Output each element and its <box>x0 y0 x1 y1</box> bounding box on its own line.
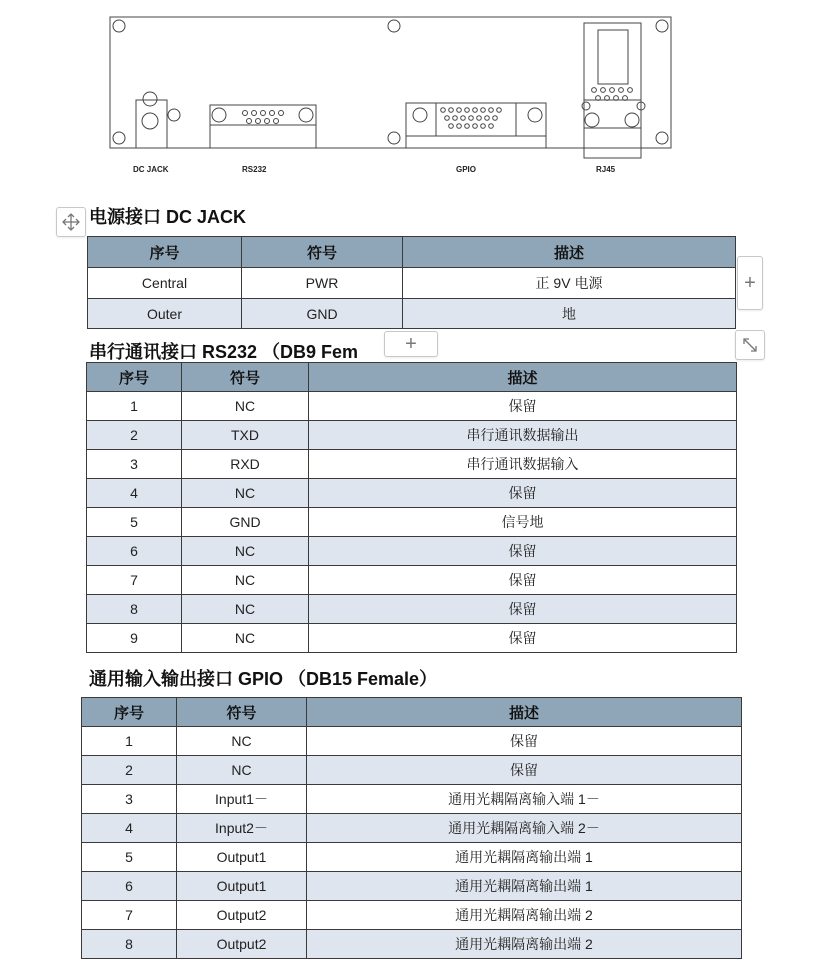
header-index: 序号 <box>87 363 182 392</box>
move-arrows-icon[interactable] <box>56 207 86 237</box>
mounting-hole <box>388 20 400 32</box>
cell-index: 2 <box>82 756 177 785</box>
cell-description: 通用光耦隔离输出端 1 <box>307 872 742 901</box>
cell-index: 1 <box>82 727 177 756</box>
header-index: 序号 <box>88 237 242 268</box>
section-title-rs232: 串行通讯接口 RS232 （DB9 Fem <box>89 342 359 362</box>
cell-description: 地 <box>403 299 736 329</box>
cell-description: 保留 <box>307 727 742 756</box>
cell-index: 1 <box>87 392 182 421</box>
cell-index: 8 <box>87 595 182 624</box>
table-row <box>87 624 737 653</box>
table-header-row <box>82 698 742 727</box>
cell-index: 4 <box>87 479 182 508</box>
rs232-table <box>86 362 737 653</box>
table-row <box>82 901 742 930</box>
cell-description: 保留 <box>307 756 742 785</box>
cell-description: 通用光耦隔离输入端 2－ <box>307 814 742 843</box>
header-description: 描述 <box>307 698 742 727</box>
cell-description: 保留 <box>309 624 737 653</box>
cell-index: 7 <box>82 901 177 930</box>
cell-description: 串行通讯数据输出 <box>309 421 737 450</box>
table-row <box>82 785 742 814</box>
table-row <box>82 727 742 756</box>
cell-index: 2 <box>87 421 182 450</box>
header-description: 描述 <box>309 363 737 392</box>
resize-diagonal-icon[interactable] <box>735 330 765 360</box>
cell-symbol: NC <box>182 537 309 566</box>
table-row <box>82 814 742 843</box>
cell-symbol: GND <box>182 508 309 537</box>
cell-description: 保留 <box>309 595 737 624</box>
table-row <box>87 537 737 566</box>
table-header-row <box>88 237 736 268</box>
board-label-dc-jack: DC JACK <box>133 165 169 174</box>
cell-description: 通用光耦隔离输出端 1 <box>307 843 742 872</box>
table-row <box>82 756 742 785</box>
rj45-pins <box>592 88 633 101</box>
add-column-plus-icon[interactable]: + <box>737 256 763 310</box>
table-header-row <box>87 363 737 392</box>
cell-index: 8 <box>82 930 177 959</box>
mounting-hole <box>388 132 400 144</box>
mounting-hole <box>656 20 668 32</box>
cell-description: 保留 <box>309 392 737 421</box>
cell-symbol: Input1－ <box>177 785 307 814</box>
table-row <box>88 268 736 299</box>
cell-index: 5 <box>82 843 177 872</box>
header-description: 描述 <box>403 237 736 268</box>
header-symbol: 符号 <box>242 237 403 268</box>
cell-symbol: Output1 <box>177 872 307 901</box>
cell-symbol: GND <box>242 299 403 329</box>
cell-description: 串行通讯数据输入 <box>309 450 737 479</box>
cell-index: 5 <box>87 508 182 537</box>
rs232-pins <box>243 111 284 124</box>
mounting-hole <box>113 132 125 144</box>
header-symbol: 符号 <box>177 698 307 727</box>
gpio-connector <box>406 103 546 148</box>
cell-symbol: Input2－ <box>177 814 307 843</box>
section-title-dc-jack: 电源接口 DC JACK <box>89 207 247 227</box>
table-row <box>87 421 737 450</box>
cell-index: 6 <box>87 537 182 566</box>
table-row <box>87 508 737 537</box>
table-row <box>82 843 742 872</box>
gpio-table <box>81 697 742 959</box>
dc-jack-table <box>87 236 736 329</box>
cell-symbol: NC <box>182 479 309 508</box>
cell-symbol: Output2 <box>177 901 307 930</box>
cell-description: 正 9V 电源 <box>403 268 736 299</box>
cell-index: 9 <box>87 624 182 653</box>
cell-index: 6 <box>82 872 177 901</box>
cell-index: Central <box>88 268 242 299</box>
cell-index: Outer <box>88 299 242 329</box>
cell-description: 保留 <box>309 479 737 508</box>
table-row <box>82 872 742 901</box>
cell-symbol: PWR <box>242 268 403 299</box>
cell-symbol: NC <box>182 392 309 421</box>
header-symbol: 符号 <box>182 363 309 392</box>
cell-symbol: NC <box>182 624 309 653</box>
table-row <box>87 392 737 421</box>
cell-description: 信号地 <box>309 508 737 537</box>
table-row <box>87 479 737 508</box>
cell-symbol: Output1 <box>177 843 307 872</box>
table-row <box>88 299 736 329</box>
gpio-pins <box>441 108 502 129</box>
cell-index: 3 <box>87 450 182 479</box>
cell-index: 4 <box>82 814 177 843</box>
cell-symbol: TXD <box>182 421 309 450</box>
cell-description: 保留 <box>309 537 737 566</box>
header-index: 序号 <box>82 698 177 727</box>
mounting-hole <box>113 20 125 32</box>
cell-index: 3 <box>82 785 177 814</box>
cell-symbol: NC <box>177 756 307 785</box>
cell-symbol: NC <box>177 727 307 756</box>
cell-description: 保留 <box>309 566 737 595</box>
cell-symbol: Output2 <box>177 930 307 959</box>
board-label-gpio: GPIO <box>456 165 477 174</box>
table-row <box>87 566 737 595</box>
board-label-rs232: RS232 <box>242 165 267 174</box>
section-title-gpio: 通用输入输出接口 GPIO （DB15 Female） <box>89 669 438 689</box>
table-row <box>87 595 737 624</box>
cell-description: 通用光耦隔离输入端 1－ <box>307 785 742 814</box>
cell-symbol: NC <box>182 566 309 595</box>
cell-description: 通用光耦隔离输出端 2 <box>307 901 742 930</box>
add-row-plus-icon[interactable]: + <box>384 331 438 357</box>
mounting-hole <box>656 132 668 144</box>
cell-symbol: NC <box>182 595 309 624</box>
table-row <box>87 450 737 479</box>
board-label-rj45: RJ45 <box>596 165 616 174</box>
cell-index: 7 <box>87 566 182 595</box>
board-diagram <box>0 0 818 180</box>
table-row <box>82 930 742 959</box>
cell-description: 通用光耦隔离输出端 2 <box>307 930 742 959</box>
cell-symbol: RXD <box>182 450 309 479</box>
dc-jack-body <box>136 100 167 148</box>
